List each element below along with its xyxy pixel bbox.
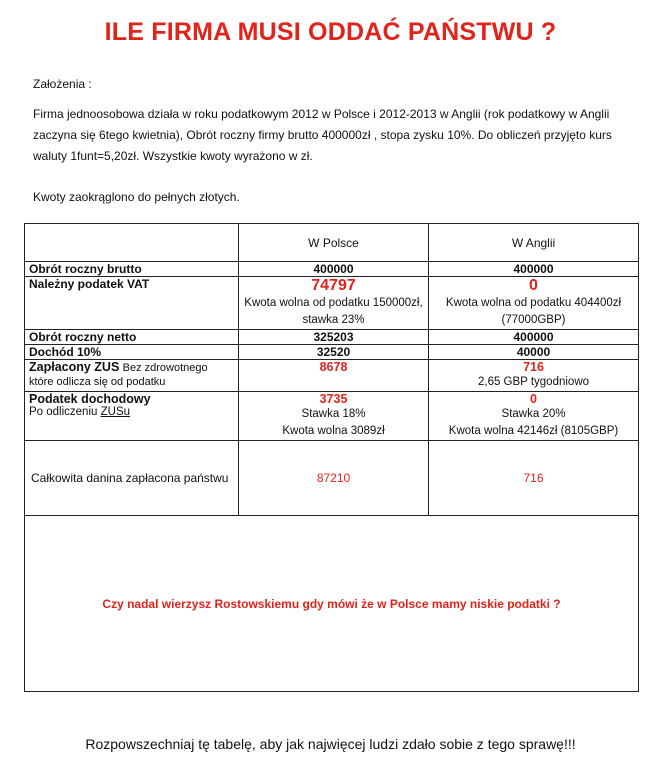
income-tax-england-allowance: Kwota wolna 42146zł (8105GBP) [448,425,619,437]
table-row [25,360,639,392]
income-tax-note-zus: ZUSu [100,406,131,418]
row-label-income-tax-cell [25,392,239,441]
vat-england-note: Kwota wolna od podatku 404400zł (77000GBP) [445,297,622,326]
vat-poland-value: 74797 [311,277,356,294]
total-england: 716 [429,441,639,516]
table-row [25,392,639,441]
gross-turnover-england: 400000 [429,262,639,277]
income-tax-label-note [29,406,234,418]
income-poland: 32520 [239,345,429,360]
row-label-zus-cell [25,360,239,392]
table-row [25,262,639,277]
table-row [25,345,639,360]
table-row [25,330,639,345]
table-header-row [25,224,639,262]
vat-poland-cell [239,277,429,330]
income-tax-england-cell [429,392,639,441]
income-tax-poland-cell [239,392,429,441]
row-label-vat: Należny podatek VAT [25,277,239,330]
zus-label-note: Bez zdrowotnego które odlicza się od podatku [29,362,208,388]
table-row [25,441,639,516]
headline-message: Czy nadal wierzysz Rostowskiemu gdy mówi że w Polsce mamy niskie podatki ? [25,516,639,692]
income-tax-note-prefix: Po odliczeniu [29,406,101,418]
rounding-note: Kwoty zaokrąglono do pełnych złotych. [33,190,240,204]
vat-poland-note: Kwota wolna od podatku 150000zł, stawka 23% [244,297,423,326]
zus-england-note: 2,65 GBP tygodniowo [477,376,590,388]
assumptions-text: Firma jednoosobowa działa w roku podatkowym 2012 w Polsce i 2012-2013 w Anglii (rok podatkowy w Anglii zaczyna się 6tego kwietnia), Obrót roczny firmy brutto 400000zł , stopa zysku 10%. Do obliczeń przyjęto kurs waluty 1funt=5,20zł. Wszystkie kwoty wyrażono w zł. [33,107,612,163]
gross-turnover-poland: 400000 [239,262,429,277]
vat-england-value: 0 [529,277,538,294]
row-label-zus: Zapłacony ZUS [29,360,120,374]
income-tax-poland-allowance: Kwota wolna 3089zł [282,425,385,437]
row-label-total: Całkowita danina zapłacona państwu [25,441,239,516]
row-label-income: Dochód 10% [25,345,239,360]
zus-england-cell [429,360,639,392]
tax-comparison-table [24,223,639,692]
column-header-poland: W Polsce [239,224,429,262]
zus-poland-value: 8678 [319,360,348,374]
income-tax-england-rate: Stawka 20% [501,408,566,420]
net-turnover-england: 400000 [429,330,639,345]
assumptions-heading: Założenia : [33,77,92,91]
header-empty-cell [25,224,239,262]
zus-england-value: 716 [523,360,544,374]
footer-text: Rozpowszechniaj tę tabelę, aby jak najwięcej ludzi zdało sobie z tego sprawę!!! [85,736,576,752]
vat-england-cell [429,277,639,330]
page-title: ILE FIRMA MUSI ODDAĆ PAŃSTWU ? [104,18,557,46]
zus-poland-cell [239,360,429,392]
income-tax-poland-rate: Stawka 18% [301,408,366,420]
row-label-gross-turnover: Obrót roczny brutto [25,262,239,277]
income-england: 40000 [429,345,639,360]
column-header-england: W Anglii [429,224,639,262]
income-tax-england-value: 0 [530,392,537,406]
row-label-income-tax: Podatek dochodowy [29,392,151,406]
message-row [25,516,639,692]
net-turnover-poland: 325203 [239,330,429,345]
table-row [25,277,639,330]
total-poland: 87210 [239,441,429,516]
row-label-net-turnover: Obrót roczny netto [25,330,239,345]
income-tax-poland-value: 3735 [319,392,348,406]
